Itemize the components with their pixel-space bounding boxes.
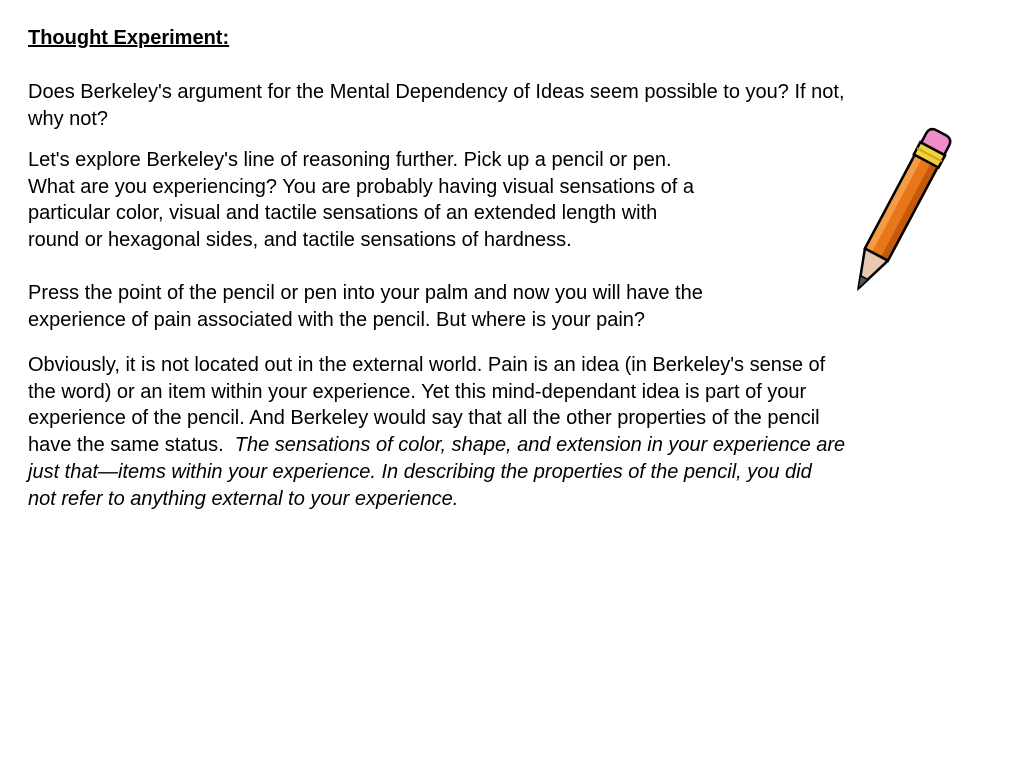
obvious-line-1: Obviously, it is not located out in the external world. Pain is an idea (in Berkeley's sense of — [28, 354, 826, 376]
obvious-line-5: just that—items within your experience. In describing the properties of the pencil, you did — [28, 460, 812, 483]
obvious-paragraph — [28, 352, 993, 512]
explore-line-2: What are you experiencing? You are probably having visual sensations of a — [28, 175, 694, 198]
obvious-line-4-italic: The sensations of color, shape, and extension in your experience are — [234, 434, 846, 457]
obvious-line-4 — [28, 432, 993, 459]
pencil-lead — [854, 275, 868, 291]
press-paragraph — [28, 280, 828, 333]
obvious-line-2: the word) or an item within your experience. Yet this mind-dependant idea is part of your — [28, 380, 807, 403]
obvious-line-4-normal: have the same status. — [28, 434, 235, 457]
explore-line-4: round or hexagonal sides, and tactile sensations of hardness. — [28, 229, 572, 252]
explore-line-3: particular color, visual and tactile sensations of an extended length with — [28, 202, 658, 225]
press-line-2: experience of pain associated with the pencil. But where is your pain? — [28, 308, 646, 331]
slide-title: Thought Experiment: — [28, 27, 230, 49]
obvious-line-3: experience of the pencil. And Berkeley would say that all the other properties of the pencil — [28, 407, 820, 430]
question-line-2: why not? — [28, 107, 109, 130]
explore-paragraph — [28, 147, 828, 254]
press-line-1: Press the point of the pencil or pen into your palm and now you will have the — [28, 282, 703, 304]
obvious-line-6: not refer to anything external to your experience. — [28, 487, 459, 510]
pencil-icon — [838, 118, 958, 310]
explore-line-1: Let's explore Berkeley's line of reasoning further. Pick up a pencil or pen. — [28, 149, 672, 171]
question-line-1: Does Berkeley's argument for the Mental Dependency of Ideas seem possible to you? If not, — [28, 81, 845, 103]
